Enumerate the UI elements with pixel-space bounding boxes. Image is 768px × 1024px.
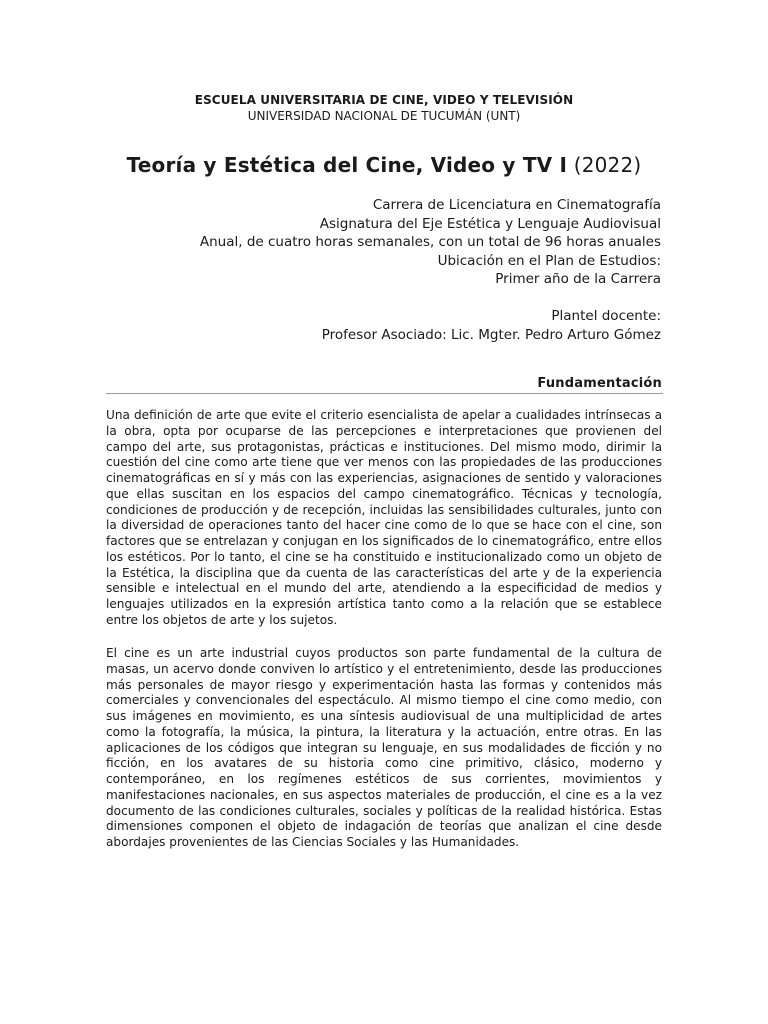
course-year: (2022)	[573, 153, 642, 177]
career-line: Carrera de Licenciatura en Cinematografía	[372, 197, 661, 213]
course-title: Teoría y Estética del Cine, Video y TV I	[126, 153, 568, 177]
staff-value: Profesor Asociado: Lic. Mgter. Pedro Arturo Gómez	[321, 326, 661, 343]
location-label: Ubicación en el Plan de Estudios:	[437, 252, 661, 269]
subject-line: Asignatura del Eje Estética y Lenguaje Audiovisual	[319, 215, 661, 232]
university-name: UNIVERSIDAD NACIONAL DE TUCUMÁN (UNT)	[247, 109, 521, 123]
staff-label: Plantel docente:	[551, 307, 661, 324]
school-name: ESCUELA UNIVERSITARIA DE CINE, VIDEO Y TELEVISIÓN	[194, 93, 574, 107]
paragraph-text: El cine es un arte industrial cuyos productos son parte fundamental de la cultura de masas, un acervo donde conviven lo artístico y el entretenimiento, desde las producciones más personales de mayor riesgo y experimentación hasta las formas y contenidos más comerciales y convencionales del espectáculo. Al mismo tiempo el cine como medio, con sus imágenes en movimiento, es una síntesis audiovisual de una multiplicidad de artes como la fotografía, la música, la pintura, la literatura y la actuación, entre otras. En las aplicaciones de los códigos que integran su lenguaje, en sus modalidades de ficción y no ficción, en los avatares de su historia como cine primitivo, clásico, moderno y contemporáneo, en los regímenes estéticos de sus corrientes, movimientos y manifestaciones nacionales, en sus aspectos materiales de producción, el cine es a la vez documento de las condiciones culturales, sociales y políticas de la realidad histórica. Estas dimensiones componen el objeto de indagación de teorías que analizan el cine desde abordajes provenientes de las Ciencias Sociales y las Humanidades.	[106, 646, 662, 849]
section-divider	[106, 393, 663, 394]
course-info	[200, 196, 661, 344]
paragraph-2	[106, 646, 662, 851]
paragraph-1	[106, 408, 662, 629]
spacer	[200, 289, 661, 307]
schedule-line: Anual, de cuatro horas semanales, con un total de 96 horas anuales	[199, 234, 661, 251]
paragraph-text: Una definición de arte que evite el criterio esencialista de apelar a cualidades intrínsecas a la obra, opta por ocuparse de las percepciones e interpretaciones que provienen del campo del arte, sus protagonistas, prácticas e instituciones. Del mismo modo, dirimir la cuestión del cine como arte tiene que ver menos con las propiedades de las producciones cinematográficas en sí y más con las experiencias, asignaciones de sentido y valoraciones que ellas suscitan en los espacios del campo cinematográfico. Técnicas y tecnología, condiciones de producción y de recepción, incluidas las sensibilidades culturales, junto con la diversidad de operaciones tanto del hacer cine como de lo que se hace con el cine, son factores que se entrelazan y conjugan en los significados de lo cinematográfico, entre ellos los estéticos. Por lo tanto, el cine se ha constituido e institucionalizado como un objeto de la Estética, la disciplina que da cuenta de las características del arte y de la experiencia sensible e intelectual en el mundo del arte, atendiendo a la especificidad de medios y lenguajes utilizados en la expresión artística tanto como a la relación que se establece entre los objetos de arte y los sujetos.	[106, 408, 662, 627]
page-title	[0, 150, 768, 180]
section-heading: Fundamentación	[537, 376, 662, 391]
location-value: Primer año de la Carrera	[495, 271, 661, 288]
